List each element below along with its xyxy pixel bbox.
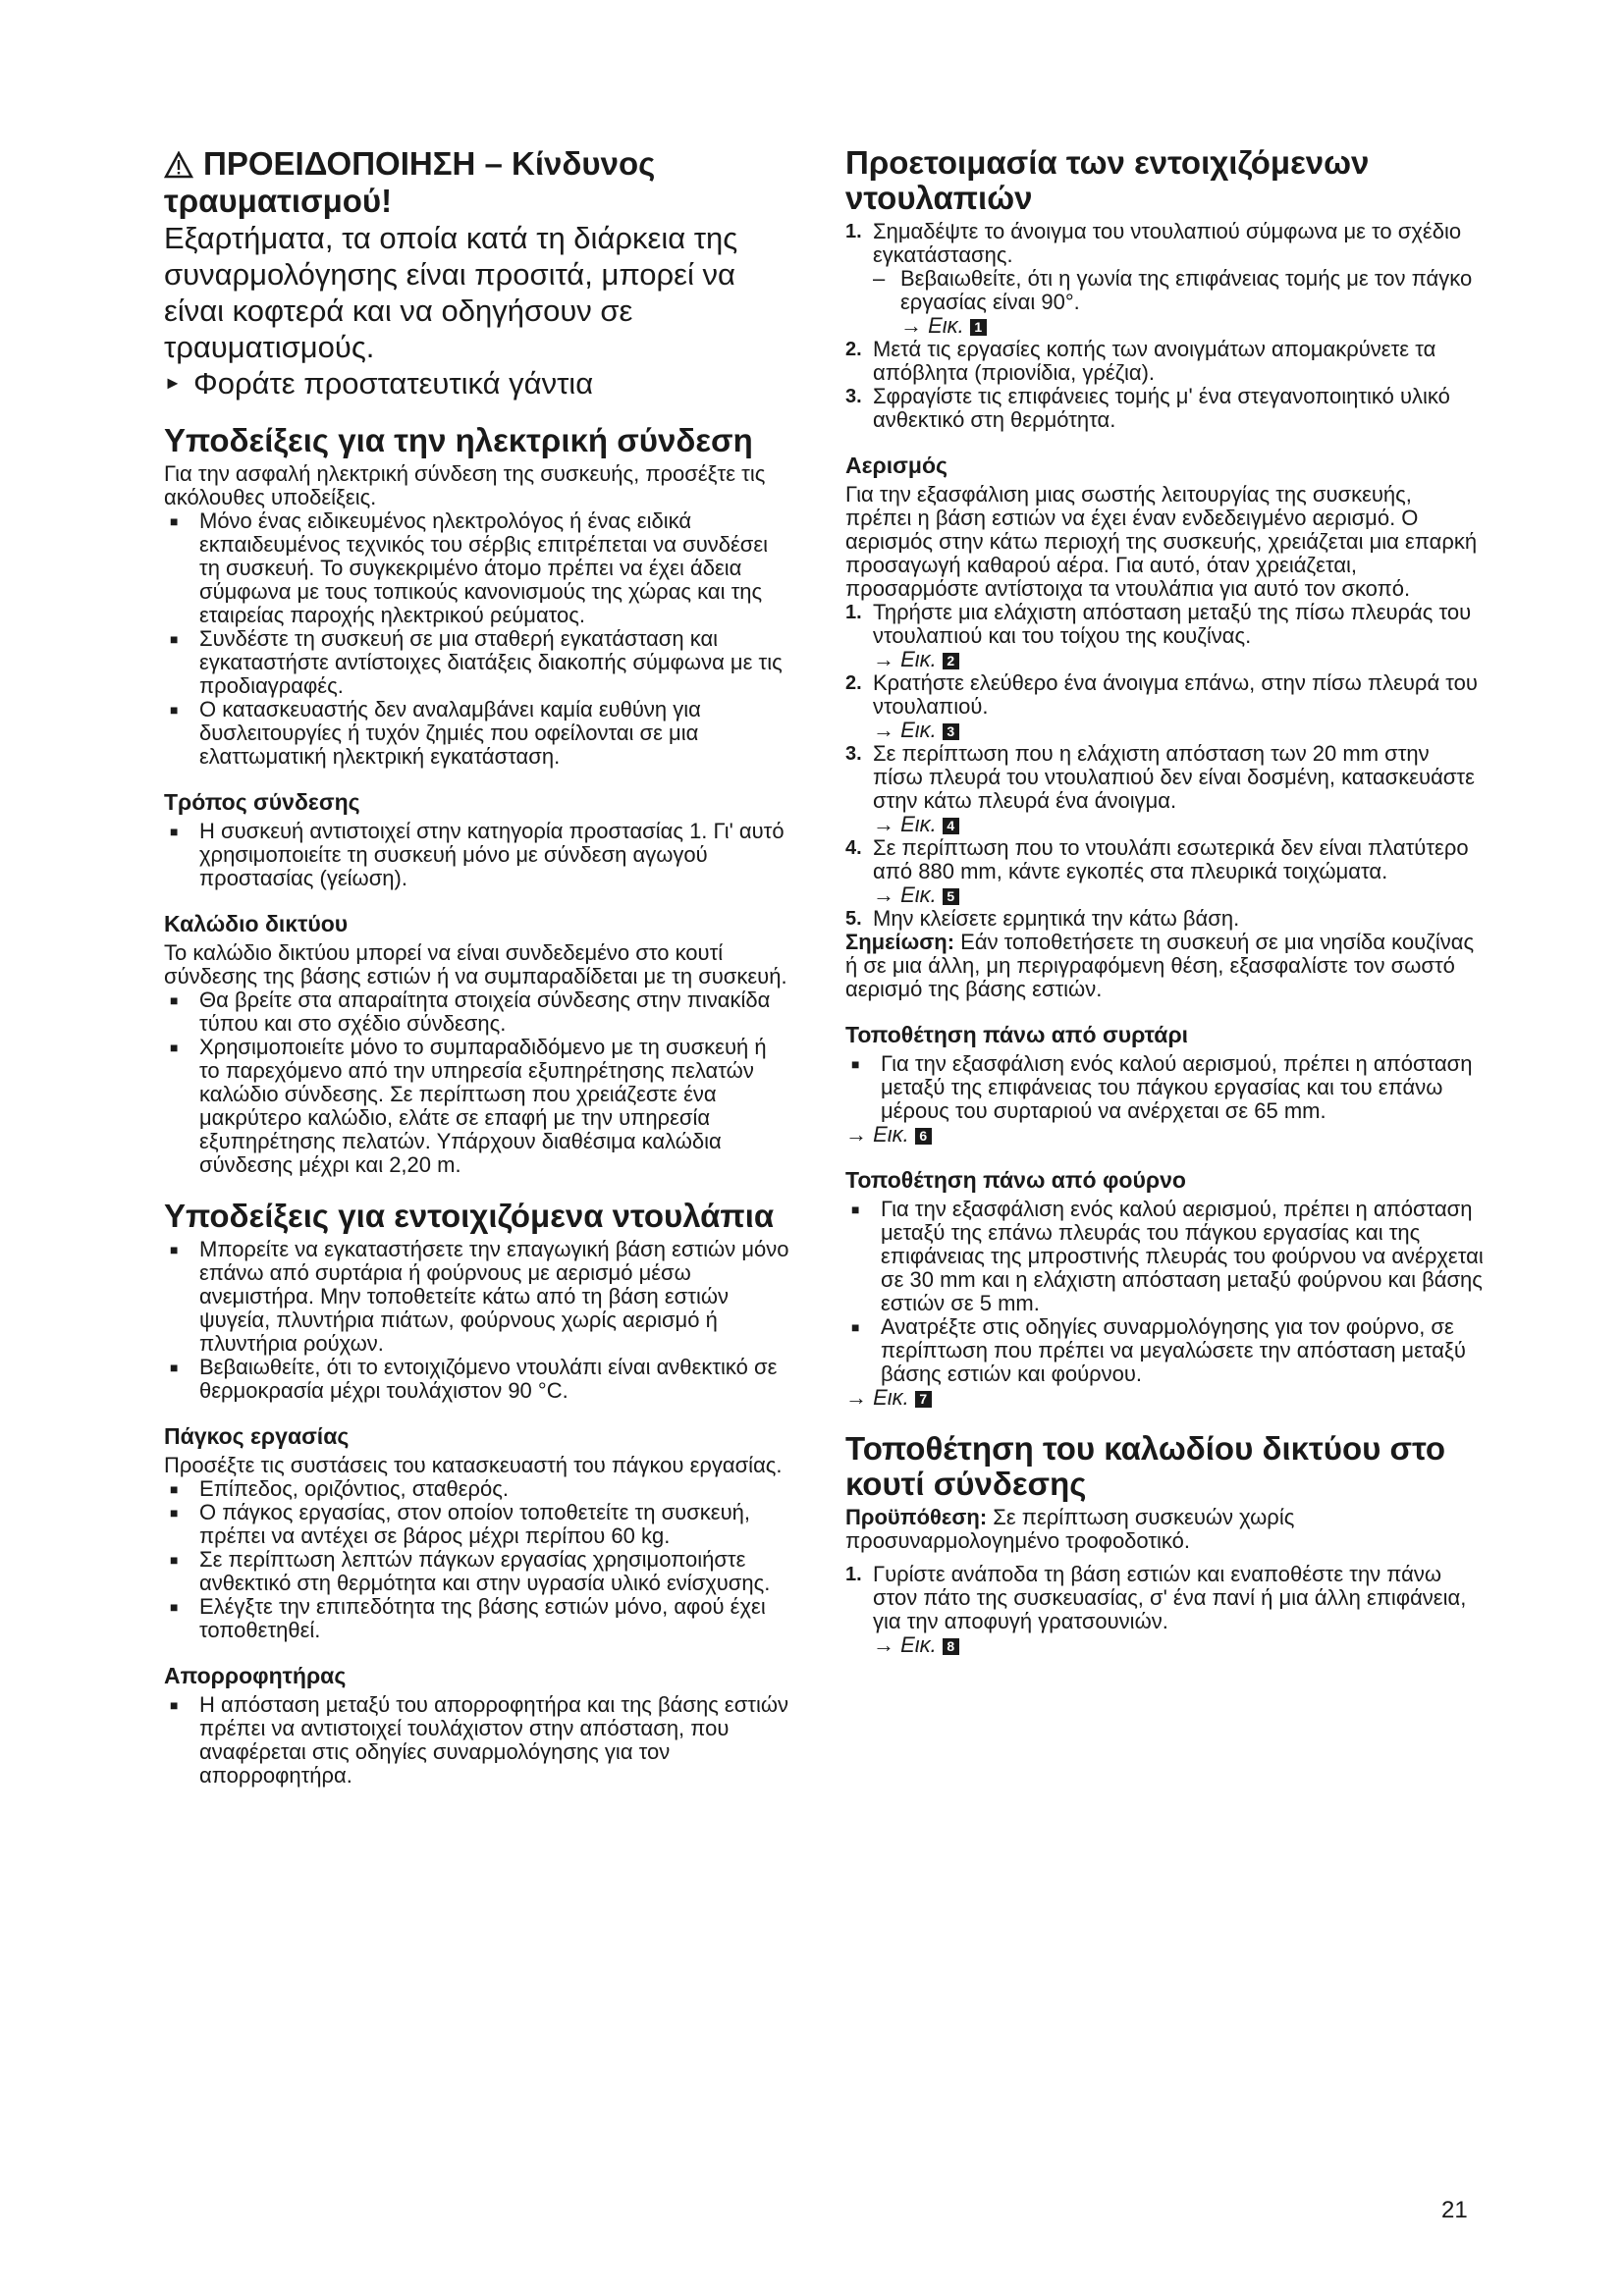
warning-block [164,145,792,401]
prep-steps [845,220,1484,432]
worktop-heading: Πάγκος εργασίας [164,1423,350,1449]
left-column [164,145,792,1788]
step-number: 1. [845,221,862,242]
list-item: ■ Μόνο ένας ειδικευμένος ηλεκτρολόγος ή ένας ειδικά εκπαιδευμένος τεχνικός του σέρβις επιτρέπεται να συνδέσει τη συσκευή. Το συγκεκριμένο άτομο πρέπει να έχει άδεια σύμφωνα με τους τοπικούς κανονισμούς της χώρας και της εταιρείας παροχής ηλεκτρικού ρεύματος. [164,509,792,627]
step-text: Γυρίστε ανάποδα τη βάση εστιών και εναποθέστε την πάνω στον πάτο της συσκευασίας, σ' ένα πανί ή μια άλλη επιφάνεια, για την αποφυγή γρατσουνιών. [873,1562,1467,1633]
step-number: 5. [845,908,862,930]
above-oven-heading: Τοποθέτηση πάνω από φούρνο [845,1167,1186,1193]
triangle-bullet-icon: ► [164,373,182,393]
cable-box-prerequisite [845,1506,1484,1553]
list-item: ■ Θα βρείτε στα απαραίτητα στοιχεία σύνδεσης στην πινακίδα τύπου και στο σχέδιο σύνδεσης. [164,988,792,1036]
note-text: Εάν τοποθετήσετε τη συσκευή σε μια νησίδα κουζίνας ή σε μια άλλη, μη περιγραφόμενη θέση, εξασφαλίστε τον σωστό αερισμό της βάσης εστιών. [845,930,1475,1001]
list-item: ■ Βεβαιωθείτε, ότι το εντοιχιζόμενο ντουλάπι είναι ανθεκτικό σε θερμοκρασία μέχρι τουλάχιστον 90 °C. [164,1356,792,1403]
list-item [845,338,1484,385]
figure-number-badge: 8 [943,1638,959,1655]
above-drawer-heading: Τοποθέτηση πάνω από συρτάρι [845,1022,1189,1047]
figure-reference-text: → Εικ. [873,718,937,742]
connection-type-list [164,820,792,890]
ventilation-steps [845,601,1484,931]
figure-reference-text: → Εικ. [873,812,937,836]
ventilation-note [845,931,1484,1001]
list-item: ■ Συνδέστε τη συσκευή σε μια σταθερή εγκατάσταση και εγκαταστήστε αντίστοιχες διατάξεις διακοπής σύμφωνα με τις προδιαγραφές. [164,627,792,698]
list-item [845,1563,1484,1657]
right-column [845,145,1484,1657]
step-text: Σε περίπτωση που η ελάχιστη απόσταση των 20 mm στην πίσω πλευρά του ντουλαπιού δεν είναι δοσμένη, κατασκευάστε στην κάτω πλευρά ένα άνοιγμα. [873,741,1475,813]
warning-icon [164,151,193,179]
cable-box-steps [845,1563,1484,1657]
figure-reference-text: → Εικ. [873,647,937,671]
step-number: 3. [845,743,862,765]
connection-type-heading: Τρόπος σύνδεσης [164,789,360,815]
warning-body: Εξαρτήματα, τα οποία κατά τη διάρκεια της συναρμολόγησης είναι προσιτά, μπορεί να είναι κοφτερά και να οδηγήσουν σε τραυματισμούς. [164,221,738,364]
figure-reference [873,719,1484,742]
figure-reference [873,883,1484,907]
step-text: Σφραγίστε τις επιφάνειες τομής μ' ένα στεγανοποιητικό υλικό ανθεκτικό στη θερμότητα. [873,384,1450,432]
list-item [845,836,1484,907]
figure-number-badge: 2 [943,653,959,669]
prep-heading: Προετοιμασία των εντοιχιζόμενων ντουλαπιών [845,144,1370,216]
above-drawer-list [845,1052,1484,1123]
dash-icon: – [873,266,886,291]
list-item: ■ Για την εξασφάλιση ενός καλού αερισμού, πρέπει η απόσταση μεταξύ της επιφάνειας του πάγκου εργασίας και του επάνω μέρους του συρταριού να ανέρχεται σε 65 mm. [845,1052,1484,1123]
list-item: ■ Χρησιμοποιείτε μόνο το συμπαραδιδόμενο με τη συσκευή ή το παρεχόμενο από την υπηρεσία εξυπηρέτησης πελατών καλώδιο σύνδεσης. Σε περίπτωση που χρειάζεστε ένα μακρύτερο καλώδιο, ελάτε σε επαφή με την υπηρεσία εξυπηρέτησης πελατών. Υπάρχουν διαθέσιμα καλώδια σύνδεσης μέχρι και 2,20 m. [164,1036,792,1177]
worktop-intro: Προσέξτε τις συστάσεις του κατασκευαστή του πάγκου εργασίας. [164,1453,783,1477]
ventilation-heading: Αερισμός [845,453,947,478]
figure-reference [873,1633,1484,1657]
figure-reference-text: → Εικ. [873,1632,937,1657]
figure-number-badge: 6 [915,1128,932,1145]
step-text: Κρατήστε ελεύθερο ένα άνοιγμα επάνω, στην πίσω πλευρά του ντουλαπιού. [873,670,1478,719]
worktop-list [164,1477,792,1642]
mains-cable-intro: Το καλώδιο δικτύου μπορεί να είναι συνδεδεμένο στο κουτί σύνδεσης της βάσης εστιών ή να συμπαραδίδεται με τη συσκευή. [164,940,787,988]
warning-action [164,365,792,401]
list-item: ■ Η συσκευή αντιστοιχεί στην κατηγορία προστασίας 1. Γι' αυτό χρησιμοποιείτε τη συσκευή μόνο με σύνδεση αγωγού προστασίας (γείωση). [164,820,792,890]
mains-cable-list [164,988,792,1177]
list-item: ■ Μπορείτε να εγκαταστήσετε την επαγωγική βάση εστιών μόνο επάνω από συρτάρια ή φούρνους με αερισμό μέσω ανεμιστήρα. Μην τοποθετείτε κάτω από τη βάση εστιών ψυγεία, πλυντήρια πιάτων, φούρνους χωρίς αερισμό ή πλυντήρια ρούχων. [164,1238,792,1356]
figure-number-badge: 3 [943,723,959,740]
list-item [845,385,1484,432]
prerequisite-text: Σε περίπτωση συσκευών χωρίς προσυναρμολογημένο τροφοδοτικό. [845,1505,1295,1553]
figure-reference [873,314,1484,338]
electrical-heading: Υποδείξεις για την ηλεκτρική σύνδεση [164,422,753,458]
substep-text: Βεβαιωθείτε, ότι η γωνία της επιφάνειας τομής με τον πάγκο εργασίας είναι 90°. [900,266,1473,314]
list-item: ■ Σε περίπτωση λεπτών πάγκων εργασίας χρησιμοποιήστε ανθεκτικό στη θερμότητα και στην υγρασία υλικό ενίσχυσης. [164,1548,792,1595]
list-item [845,742,1484,836]
step-number: 1. [845,1564,862,1585]
step-number: 4. [845,837,862,859]
step-number: 3. [845,386,862,407]
list-item: ■ Ο κατασκευαστής δεν αναλαμβάνει καμία ευθύνη για δυσλειτουργίες ή τυχόν ζημιές που οφείλονται σε μια ελαττωματική ηλεκτρική εγκατάσταση. [164,698,792,769]
list-item: ■ Η απόσταση μεταξύ του απορροφητήρα και της βάσης εστιών πρέπει να αντιστοιχεί τουλάχιστον στην απόσταση, που αναφέρεται στις οδηγίες συναρμολόγησης για τον απορροφητήρα. [164,1693,792,1788]
step-text: Σημαδέψτε το άνοιγμα του ντουλαπιού σύμφωνα με το σχέδιο εγκατάστασης. [873,219,1462,267]
list-item: ■ Για την εξασφάλιση ενός καλού αερισμού, πρέπει η απόσταση μεταξύ της επάνω πλευράς του πάγκου εργασίας και της επιφάνειας της μπροστινής πλευράς του φούρνου να ανέρχεται σε 30 mm και η ελάχιστη απόσταση μεταξύ φούρνου και βάσης εστιών σε 5 mm. [845,1198,1484,1315]
step-text: Σε περίπτωση που το ντουλάπι εσωτερικά δεν είναι πλατύτερο από 880 mm, κάντε εγκοπές στα πλευρικά τοιχώματα. [873,835,1469,883]
cable-box-heading: Τοποθέτηση του καλωδίου δικτύου στο κουτί σύνδεσης [845,1430,1446,1502]
figure-reference-text: → Εικ. [900,313,964,338]
builtin-list [164,1238,792,1403]
list-item [845,220,1484,338]
figure-reference-text: → Εικ. [845,1385,909,1410]
step-number: 2. [845,672,862,694]
figure-reference [873,648,1484,671]
prep-substep [873,267,1484,314]
list-item [845,601,1484,671]
page-number: 21 [1441,2197,1468,2223]
prerequisite-label: Προϋπόθεση: [845,1505,988,1529]
figure-number-badge: 1 [970,319,987,336]
figure-reference-text: → Εικ. [873,882,937,907]
step-text: Τηρήστε μια ελάχιστη απόσταση μεταξύ της πίσω πλευράς του ντουλαπιού και του τοίχου της κουζίνας. [873,600,1472,648]
figure-reference [873,813,1484,836]
ventilation-intro: Για την εξασφάλιση μιας σωστής λειτουργίας της συσκευής, πρέπει η βάση εστιών να έχει έναν ενδεδειγμένο αερισμό. Ο αερισμός στην κάτω περιοχή της συσκευής, χρειάζεται μια επαρκή προσαγωγή καθαρού αέρα. Για αυτό, όταν χρειάζεται, προσαρμόστε αντίστοιχα τα ντουλάπια για αυτό τον σκοπό. [845,482,1478,601]
figure-number-badge: 5 [943,888,959,905]
figure-reference [845,1386,1484,1410]
electrical-list [164,509,792,769]
builtin-heading: Υποδείξεις για εντοιχιζόμενα ντουλάπια [164,1198,775,1234]
list-item: ■ Ελέγξτε την επιπεδότητα της βάσης εστιών μόνο, αφού έχει τοποθετηθεί. [164,1595,792,1642]
hood-heading: Απορροφητήρας [164,1663,347,1688]
step-text: Μετά τις εργασίες κοπής των ανοιγμάτων απομακρύνετε τα απόβλητα (πριονίδια, γρέζια). [873,337,1436,385]
list-item [845,907,1484,931]
warning-title-text: ΠΡΟΕΙΔΟΠΟΙΗΣΗ – Κίνδυνος τραυματισμού! [164,145,656,219]
step-text: Μην κλείσετε ερμητικά την κάτω βάση. [873,906,1240,931]
warning-action-text: Φοράτε προστατευτικά γάντια [193,366,594,400]
list-item: ■ Ο πάγκος εργασίας, στον οποίον τοποθετείτε τη συσκευή, πρέπει να αντέχει σε βάρος μέχρι περίπου 60 kg. [164,1501,792,1548]
mains-cable-heading: Καλώδιο δικτύου [164,911,349,936]
warning-title [164,145,792,220]
figure-number-badge: 4 [943,818,959,834]
note-label: Σημείωση: [845,930,955,954]
list-item: ■ Ανατρέξτε στις οδηγίες συναρμολόγησης για τον φούρνο, σε περίπτωση που πρέπει να μεγαλώσετε την απόσταση μεταξύ βάσης εστιών και φούρνου. [845,1315,1484,1386]
list-item [845,671,1484,742]
step-number: 1. [845,602,862,623]
figure-number-badge: 7 [915,1391,932,1408]
above-oven-list [845,1198,1484,1386]
figure-reference [845,1123,1484,1147]
step-number: 2. [845,339,862,360]
figure-reference-text: → Εικ. [845,1122,909,1147]
list-item: ■ Επίπεδος, οριζόντιος, σταθερός. [164,1477,792,1501]
electrical-intro: Για την ασφαλή ηλεκτρική σύνδεση της συσκευής, προσέξτε τις ακόλουθες υποδείξεις. [164,461,766,509]
hood-list [164,1693,792,1788]
